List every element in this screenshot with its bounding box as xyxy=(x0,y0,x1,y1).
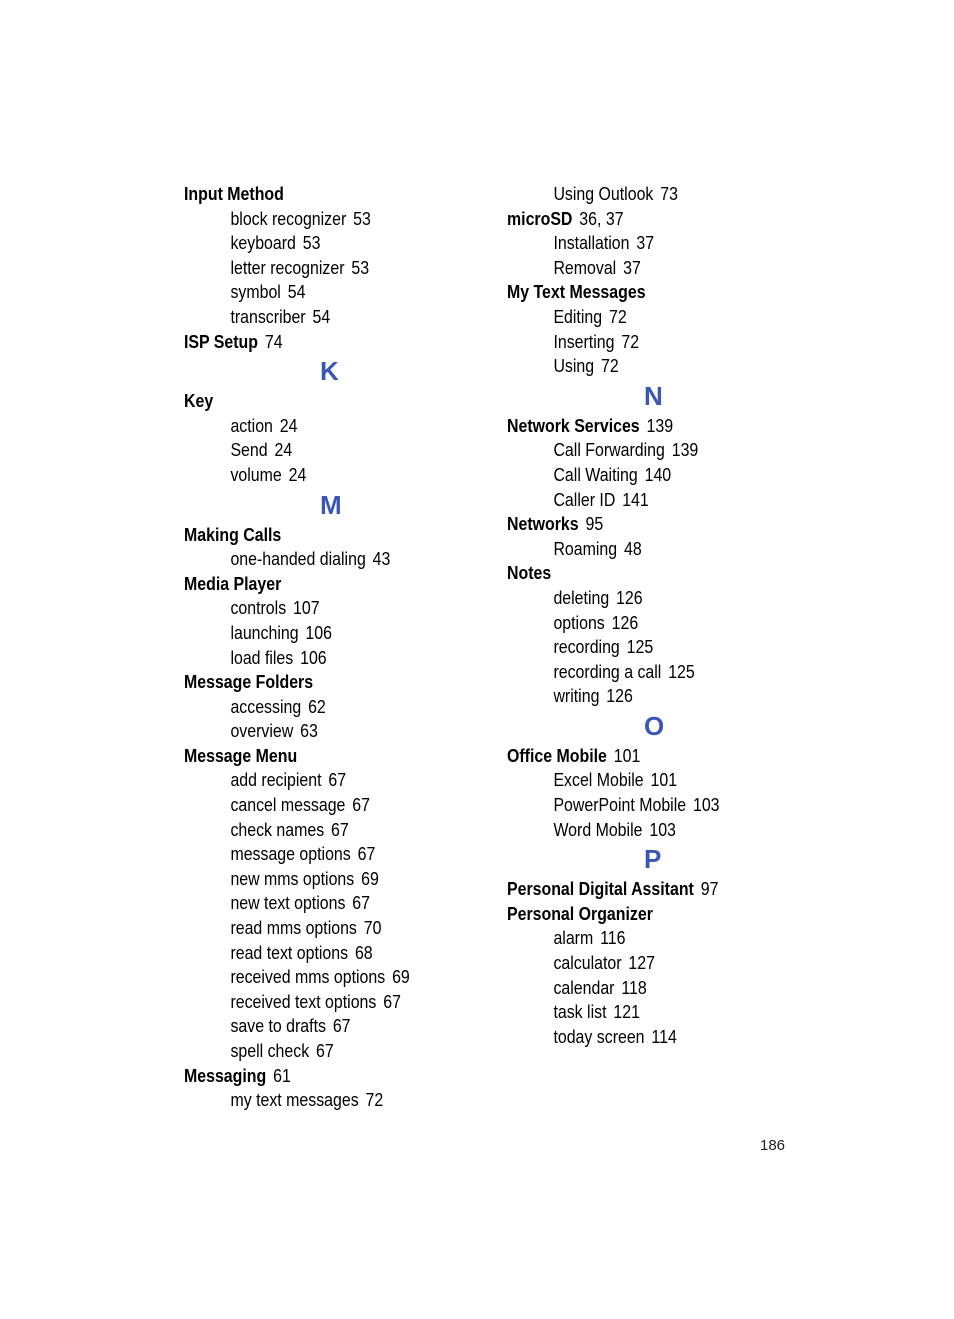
page-reference: 140 xyxy=(644,463,672,485)
page-reference: 61 xyxy=(273,1064,291,1086)
index-term: Making Calls xyxy=(184,523,282,545)
index-subentry xyxy=(507,438,782,463)
index-subentry xyxy=(184,231,442,256)
page-reference: 69 xyxy=(392,966,410,988)
index-term: cancel message xyxy=(230,794,346,816)
index-subentry xyxy=(507,586,782,611)
index-term: new mms options xyxy=(230,867,355,889)
index-subentry xyxy=(507,793,782,818)
page-reference: 101 xyxy=(613,744,641,766)
index-entry xyxy=(184,389,442,414)
index-term: spell check xyxy=(230,1040,310,1061)
index-subentry xyxy=(184,719,442,744)
index-term: task list xyxy=(553,1001,607,1023)
page-reference: 97 xyxy=(700,878,719,900)
page-number: 186 xyxy=(760,1137,786,1154)
page-reference: 48 xyxy=(624,537,642,559)
index-subentry xyxy=(507,635,782,660)
index-term: Messaging xyxy=(184,1064,267,1086)
index-entry xyxy=(184,523,442,548)
page-reference: 125 xyxy=(626,636,654,658)
index-term: message options xyxy=(230,843,351,865)
index-term: one-handed dialing xyxy=(230,548,366,570)
page-reference: 95 xyxy=(585,513,604,535)
index-subentry xyxy=(507,256,782,281)
index-term: Key xyxy=(184,390,214,412)
page-reference: 126 xyxy=(611,611,639,633)
page-reference: 139 xyxy=(671,439,699,461)
page-reference: 106 xyxy=(300,646,327,668)
index-term: Installation xyxy=(553,232,630,254)
page-reference: 72 xyxy=(601,355,619,377)
page-reference: 101 xyxy=(650,769,678,791)
index-subentry xyxy=(507,463,782,488)
page-reference: 125 xyxy=(668,660,695,682)
index-entry xyxy=(184,670,442,695)
page-reference: 53 xyxy=(302,232,321,254)
index-term: transcriber xyxy=(230,305,306,327)
index-term: microSD xyxy=(507,207,573,229)
index-subentry xyxy=(507,182,782,207)
page-reference: 70 xyxy=(363,917,382,939)
index-subentry xyxy=(507,231,782,256)
index-subentry xyxy=(184,463,442,488)
page-reference: 74 xyxy=(264,330,283,352)
index-subentry xyxy=(184,891,442,916)
page-reference: 67 xyxy=(328,769,347,791)
section-letter: N xyxy=(644,380,663,411)
index-term: Removal xyxy=(553,256,617,278)
index-subentry xyxy=(507,305,782,330)
index-subentry xyxy=(507,488,782,513)
page-reference: 62 xyxy=(308,695,326,717)
page-reference: 72 xyxy=(621,330,640,352)
index-term: calculator xyxy=(553,952,622,974)
index-term: Editing xyxy=(553,305,603,327)
index-term: Send xyxy=(230,439,268,461)
index-subentry xyxy=(184,256,442,281)
page-reference: 67 xyxy=(352,892,371,914)
index-term: PowerPoint Mobile xyxy=(553,794,687,816)
index-entry xyxy=(507,877,782,902)
index-term: read text options xyxy=(230,941,349,963)
index-subentry xyxy=(184,1088,442,1113)
section-letter: K xyxy=(320,356,339,387)
index-entry xyxy=(507,561,782,586)
index-term: recording xyxy=(553,636,620,658)
index-subentry xyxy=(184,547,442,572)
page-reference: 53 xyxy=(351,256,370,278)
index-term: Media Player xyxy=(184,572,282,594)
page-reference: 37 xyxy=(623,256,641,278)
index-term: Word Mobile xyxy=(553,818,643,840)
index-term: new text options xyxy=(230,892,346,914)
index-subentry xyxy=(507,611,782,636)
index-term: Message Folders xyxy=(184,671,314,693)
index-entry xyxy=(507,207,782,232)
page-reference: 67 xyxy=(383,990,401,1012)
index-subentry xyxy=(507,660,782,685)
index-term: accessing xyxy=(230,695,302,717)
index-term: options xyxy=(553,611,605,633)
index-entry xyxy=(507,902,782,927)
index-term: Notes xyxy=(507,562,552,584)
page-reference: 53 xyxy=(353,207,371,229)
index-entry xyxy=(507,744,782,769)
index-subentry xyxy=(507,951,782,976)
index-term: Office Mobile xyxy=(507,744,607,766)
index-entry xyxy=(184,330,442,355)
index-subentry xyxy=(184,965,442,990)
index-subentry xyxy=(184,305,442,330)
index-subentry xyxy=(184,793,442,818)
index-term: letter recognizer xyxy=(230,256,345,278)
section-letter: M xyxy=(320,489,342,520)
index-term: deleting xyxy=(553,586,610,608)
page-reference: 126 xyxy=(616,586,643,608)
index-subentry xyxy=(184,1039,442,1064)
page-reference: 116 xyxy=(600,927,626,949)
page-reference: 72 xyxy=(365,1089,384,1111)
index-term: Excel Mobile xyxy=(553,769,644,791)
index-term: add recipient xyxy=(230,769,322,791)
page-reference: 67 xyxy=(316,1040,334,1061)
page-reference: 43 xyxy=(372,548,391,570)
index-term: recording a call xyxy=(553,660,662,682)
index-term: calendar xyxy=(553,976,615,998)
index-term: load files xyxy=(230,646,294,668)
page-reference: 67 xyxy=(331,818,349,840)
page-reference: 67 xyxy=(332,1015,351,1037)
index-subentry xyxy=(507,1025,782,1050)
index-term: Message Menu xyxy=(184,744,298,766)
page-reference: 63 xyxy=(300,720,318,742)
index-subentry xyxy=(184,818,442,843)
index-term: Input Method xyxy=(184,183,284,204)
index-subentry xyxy=(507,926,782,951)
page-reference: 121 xyxy=(613,1001,640,1023)
index-subentry xyxy=(184,438,442,463)
index-subentry xyxy=(507,537,782,562)
index-term: Networks xyxy=(507,513,579,535)
index-subentry xyxy=(184,916,442,941)
index-term: controls xyxy=(230,597,287,619)
index-column-left xyxy=(184,182,484,1113)
index-subentry xyxy=(184,990,442,1015)
index-subentry xyxy=(507,818,782,843)
index-entry xyxy=(507,414,782,439)
page-reference: 103 xyxy=(649,818,676,840)
page-reference: 114 xyxy=(651,1025,677,1047)
index-term: ISP Setup xyxy=(184,330,258,352)
index-term: Call Forwarding xyxy=(553,439,665,461)
index-term: Network Services xyxy=(507,414,640,436)
page-reference: 37 xyxy=(636,232,655,254)
page-reference: 73 xyxy=(660,183,678,204)
index-term: Using xyxy=(553,355,595,377)
page-reference: 107 xyxy=(293,597,320,619)
index-subentry xyxy=(184,414,442,439)
index-term: My Text Messages xyxy=(507,281,646,303)
index-subentry xyxy=(184,867,442,892)
index-term: received mms options xyxy=(230,966,386,988)
index-subentry xyxy=(507,976,782,1001)
index-term: keyboard xyxy=(230,232,296,254)
index-column-right xyxy=(507,182,827,1049)
index-subentry xyxy=(184,207,442,232)
page-reference: 36, 37 xyxy=(579,207,624,229)
index-term: alarm xyxy=(553,927,594,949)
page-reference: 24 xyxy=(279,414,298,436)
index-entry xyxy=(184,182,442,207)
index-subentry xyxy=(507,1000,782,1025)
index-term: Personal Organizer xyxy=(507,902,653,924)
index-subentry xyxy=(184,621,442,646)
index-entry xyxy=(507,512,782,537)
page-reference: 68 xyxy=(354,941,373,963)
index-term: read mms options xyxy=(230,917,357,939)
index-subentry xyxy=(507,354,782,379)
page-reference: 126 xyxy=(606,685,633,707)
index-subentry xyxy=(507,684,782,709)
index-entry xyxy=(507,280,782,305)
index-term: Personal Digital Assitant xyxy=(507,878,694,900)
index-subentry xyxy=(184,695,442,720)
index-term: Call Waiting xyxy=(553,463,638,485)
index-term: overview xyxy=(230,720,294,742)
page-reference: 141 xyxy=(622,488,649,510)
page-reference: 106 xyxy=(305,621,332,643)
index-subentry xyxy=(507,768,782,793)
index-entry xyxy=(184,1064,442,1089)
index-term: Inserting xyxy=(553,330,615,352)
page-reference: 67 xyxy=(357,843,376,865)
index-subentry xyxy=(184,1014,442,1039)
index-subentry xyxy=(184,596,442,621)
index-subentry xyxy=(184,646,442,671)
page-reference: 24 xyxy=(274,439,293,461)
index-term: Caller ID xyxy=(553,488,616,510)
index-term: writing xyxy=(553,685,600,707)
index-term: symbol xyxy=(230,281,281,303)
page-reference: 118 xyxy=(621,976,647,998)
page-reference: 139 xyxy=(646,414,674,436)
index-term: today screen xyxy=(553,1025,645,1047)
page-reference: 103 xyxy=(692,794,720,816)
index-term: my text messages xyxy=(230,1089,359,1111)
index-subentry xyxy=(184,768,442,793)
index-term: block recognizer xyxy=(230,207,347,229)
index-entry xyxy=(184,744,442,769)
index-term: launching xyxy=(230,621,299,643)
index-term: volume xyxy=(230,463,282,485)
page-reference: 72 xyxy=(608,305,627,327)
index-subentry xyxy=(184,280,442,305)
index-term: Roaming xyxy=(553,537,618,559)
index-subentry xyxy=(184,842,442,867)
index-term: save to drafts xyxy=(230,1015,326,1037)
index-term: check names xyxy=(230,818,325,840)
page-reference: 54 xyxy=(287,281,306,303)
index-term: Using Outlook xyxy=(553,183,654,204)
section-letter: P xyxy=(644,844,662,875)
section-letter: O xyxy=(644,710,665,741)
index-subentry xyxy=(507,330,782,355)
page-reference: 127 xyxy=(628,952,655,974)
page-reference: 67 xyxy=(352,794,370,816)
index-subentry xyxy=(184,941,442,966)
index-term: received text options xyxy=(230,990,377,1012)
page-reference: 24 xyxy=(288,463,307,485)
page-reference: 69 xyxy=(361,867,379,889)
index-term: action xyxy=(230,414,273,436)
index-entry xyxy=(184,572,442,597)
page-reference: 54 xyxy=(312,305,331,327)
